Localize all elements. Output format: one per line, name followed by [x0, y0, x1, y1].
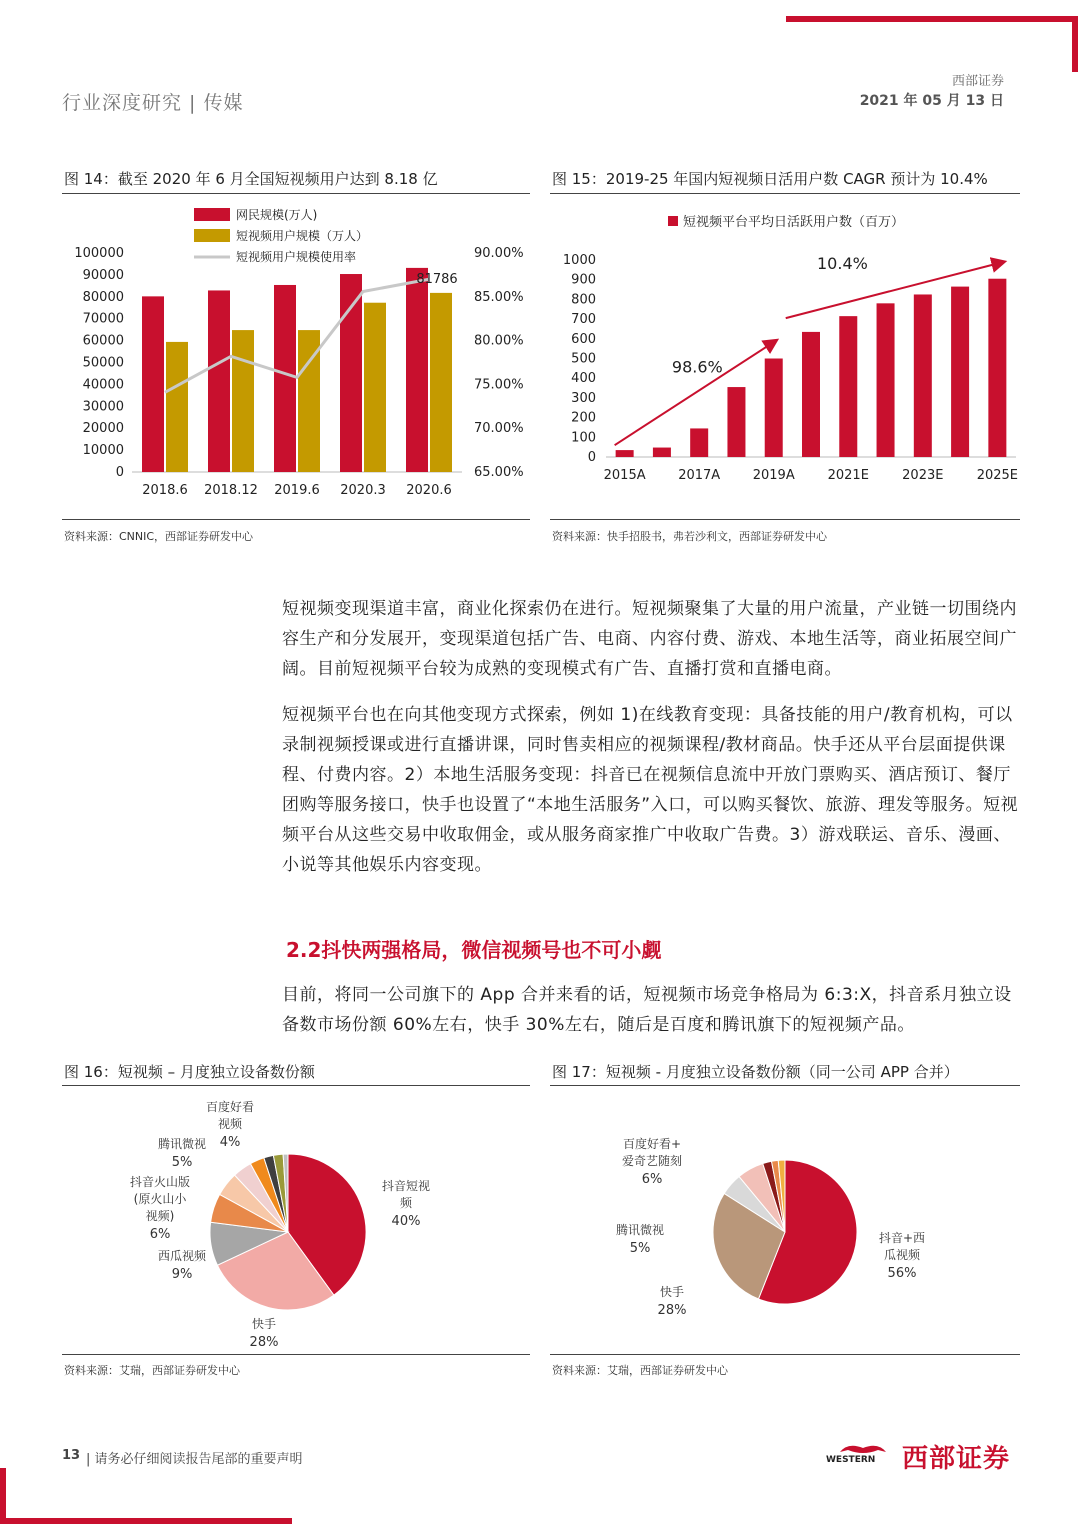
y-tick-label: 10000 — [82, 443, 124, 459]
pie-label: 快手 — [251, 1317, 277, 1331]
annotation-cagr-late: 10.4% — [817, 253, 868, 273]
pie-label: 抖音+西 — [878, 1231, 926, 1245]
y2-tick-label: 75.00% — [474, 377, 524, 393]
fig15-chart — [550, 196, 1022, 506]
legend-swatch — [668, 216, 678, 226]
x-tick-label: 2015A — [603, 468, 646, 483]
y-tick-label: 900 — [571, 272, 596, 288]
pie-percent: 28% — [657, 1303, 687, 1318]
bar-netizens — [340, 274, 362, 472]
section-title: 2.2抖快两强格局，微信视频号也不可小觑 — [286, 938, 662, 962]
usage-rate-line — [165, 279, 429, 392]
annotation-cagr-early: 98.6% — [671, 357, 723, 377]
y-tick-label: 30000 — [82, 399, 124, 415]
pie-label: 百度好看+ — [622, 1137, 682, 1151]
page-number: 13 — [62, 1448, 81, 1463]
right-accent-bar — [1072, 16, 1078, 72]
y-tick-label: 20000 — [82, 421, 124, 437]
bar-dau — [839, 316, 857, 457]
fig17-chart — [550, 1088, 1022, 1353]
y-tick-label: 40000 — [82, 377, 124, 393]
bar-dau — [653, 448, 671, 457]
bar-short-video-users — [364, 303, 386, 472]
fig14-source: 资料来源：CNNIC，西部证券研发中心 — [64, 530, 254, 543]
pie-percent: 5% — [629, 1241, 651, 1256]
pie-label: 频 — [399, 1196, 413, 1210]
top-accent-bar — [786, 16, 1078, 22]
fig14-bottom-rule — [62, 519, 530, 520]
legend-label: 短视频用户规模（万人） — [236, 229, 369, 243]
fig15-top-rule — [550, 193, 1020, 194]
y2-tick-label: 90.00% — [474, 246, 524, 261]
y-tick-label: 100000 — [74, 246, 124, 261]
legend-swatch — [194, 208, 230, 221]
bar-netizens — [406, 268, 428, 472]
pie-percent: 4% — [219, 1135, 241, 1150]
pie-percent: 28% — [249, 1335, 279, 1350]
y2-tick-label: 70.00% — [474, 421, 524, 437]
bar-dau — [765, 359, 783, 458]
y-tick-label: 800 — [571, 292, 596, 308]
pie-label: 视频) — [145, 1209, 175, 1223]
y-tick-label: 400 — [571, 371, 596, 387]
fig15-bottom-rule — [550, 519, 1020, 520]
fig16-chart — [62, 1088, 532, 1353]
left-accent-bar — [0, 1468, 6, 1524]
y-tick-label: 100 — [571, 430, 596, 446]
fig14-top-rule — [62, 193, 530, 194]
bar-dau — [877, 303, 895, 457]
pie-percent: 40% — [391, 1214, 421, 1229]
fig17-source: 资料来源：艾瑞，西部证券研发中心 — [552, 1364, 728, 1377]
footer-disclaimer: | 请务必仔细阅读报告尾部的重要声明 — [86, 1452, 303, 1467]
pie-label: 快手 — [659, 1285, 685, 1299]
x-tick-label: 2018.6 — [142, 483, 188, 498]
fig17-bottom-rule — [550, 1354, 1020, 1355]
pie-percent: 6% — [641, 1172, 663, 1187]
legend-label: 短视频平台平均日活跃用户数（百万） — [683, 215, 905, 230]
x-tick-label: 2025E — [976, 468, 1019, 483]
x-tick-label: 2020.6 — [406, 483, 452, 498]
pie-percent: 5% — [171, 1155, 193, 1170]
y-tick-label: 200 — [571, 410, 596, 426]
header-date: 2021 年 05 月 13 日 — [859, 93, 1004, 109]
pie-label: 瓜视频 — [883, 1248, 921, 1262]
pie-label: 百度好看 — [205, 1100, 255, 1114]
y-tick-label: 0 — [115, 465, 124, 480]
pie-label: 腾讯微视 — [615, 1223, 665, 1237]
y-tick-label: 300 — [571, 390, 596, 406]
pie-percent: 6% — [149, 1227, 171, 1242]
x-tick-label: 2021E — [827, 468, 869, 483]
pie-label: 抖音火山版 — [129, 1175, 191, 1189]
bar-short-video-users — [166, 342, 188, 472]
bar-short-video-users — [430, 293, 452, 472]
x-tick-label: 2019.6 — [274, 483, 320, 498]
pie-label: 腾讯微视 — [157, 1137, 207, 1151]
bar-netizens — [208, 290, 230, 472]
pie-percent: 9% — [171, 1267, 193, 1282]
legend-swatch — [194, 229, 230, 242]
header-section: 行业深度研究 | 传媒 — [62, 92, 244, 114]
data-label: 81786 — [416, 271, 458, 287]
bar-short-video-users — [232, 330, 254, 472]
y2-tick-label: 85.00% — [474, 289, 524, 305]
x-tick-label: 2019A — [752, 468, 795, 483]
bar-dau — [802, 332, 820, 457]
fig15-title: 图 15：2019-25 年国内短视频日活用户数 CAGR 预计为 10.4% — [552, 170, 988, 188]
bar-netizens — [274, 285, 296, 472]
x-tick-label: 2020.3 — [340, 483, 386, 498]
pie-percent: 56% — [887, 1266, 917, 1281]
pie-label: 抖音短视 — [381, 1179, 431, 1193]
fig17-title: 图 17：短视频 - 月度独立设备数份额（同一公司 APP 合并） — [552, 1063, 959, 1081]
pie-label: (原火山小 — [133, 1192, 187, 1206]
x-tick-label: 2023E — [902, 468, 944, 483]
y-tick-label: 80000 — [82, 289, 124, 305]
y-tick-label: 600 — [571, 331, 596, 347]
bar-dau — [616, 450, 634, 457]
y-tick-label: 90000 — [82, 267, 124, 283]
bull-logo-icon — [838, 1442, 888, 1456]
fig16-top-rule — [62, 1085, 530, 1086]
y-tick-label: 60000 — [82, 333, 124, 349]
header-company: 西部证券 — [951, 74, 1004, 89]
bar-dau — [727, 387, 745, 457]
y-tick-label: 500 — [571, 351, 596, 367]
bottom-accent-bar — [0, 1518, 292, 1524]
fig16-bottom-rule — [62, 1354, 530, 1355]
bar-dau — [690, 428, 708, 457]
fig16-title: 图 16：短视频 – 月度独立设备数份额 — [64, 1063, 315, 1081]
bar-dau — [988, 279, 1006, 457]
fig14-chart — [62, 196, 532, 506]
x-tick-label: 2018.12 — [204, 483, 258, 498]
fig17-top-rule — [550, 1085, 1020, 1086]
bar-netizens — [142, 296, 164, 472]
logo-english: WESTERN — [826, 1455, 876, 1465]
fig14-title: 图 14：截至 2020 年 6 月全国短视频用户达到 8.18 亿 — [64, 170, 438, 188]
logo-chinese: 西部证券 — [902, 1444, 1011, 1474]
y-tick-label: 1000 — [562, 253, 596, 268]
paragraph-exploration: 短视频平台也在向其他变现方式探索，例如 1)在线教育变现：具备技能的用户/教育机构，可以录制视频授课或进行直播讲课，同时售卖相应的视频课程/教材商品。快手还从平台层面提供课程、付费内容。2）本地生活服务变现：抖音已在视频信息流中开放门票购买、酒店预订、餐厅团购等服务接口，快手也设置了“本地生活服务”入口，可以购买餐饮、旅游、理发等服务。短视频平台从这些交易中收取佣金，或从服务商家推广中收取广告费。3）游戏联运、音乐、漫画、小说等其他娱乐内容变现。 — [282, 705, 1019, 875]
y2-tick-label: 65.00% — [474, 465, 524, 480]
y-tick-label: 0 — [587, 450, 596, 465]
fig16-source: 资料来源：艾瑞，西部证券研发中心 — [64, 1364, 240, 1377]
fig15-source: 资料来源：快手招股书，弗若沙利文，西部证券研发中心 — [552, 530, 827, 543]
y-tick-label: 700 — [571, 312, 596, 328]
y2-tick-label: 80.00% — [474, 333, 524, 349]
y-tick-label: 50000 — [82, 355, 124, 371]
legend-label: 网民规模(万人) — [236, 208, 318, 222]
legend-label: 短视频用户规模使用率 — [236, 250, 357, 264]
bar-dau — [914, 294, 932, 457]
bar-dau — [951, 287, 969, 457]
pie-label: 爱奇艺随刻 — [621, 1154, 683, 1168]
paragraph-monetization: 短视频变现渠道丰富，商业化探索仍在进行。短视频聚集了大量的用户流量，产业链一切围绕内容生产和分发展开，变现渠道包括广告、电商、内容付费、游戏、本地生活等，商业拓展空间广阔。目前短视频平台较为成熟的变现模式有广告、直播打赏和直播电商。 — [282, 599, 1017, 679]
pie-label: 西瓜视频 — [157, 1249, 207, 1263]
paragraph-market: 目前，将同一公司旗下的 App 合并来看的话，短视频市场竞争格局为 6:3:X，抖音系月独立设备数市场份额 60%左右，快手 30%左右，随后是百度和腾讯旗下的短视频产品。 — [282, 985, 1012, 1035]
x-tick-label: 2017A — [678, 468, 721, 483]
y-tick-label: 70000 — [82, 311, 124, 327]
pie-label: 视频 — [217, 1117, 243, 1131]
